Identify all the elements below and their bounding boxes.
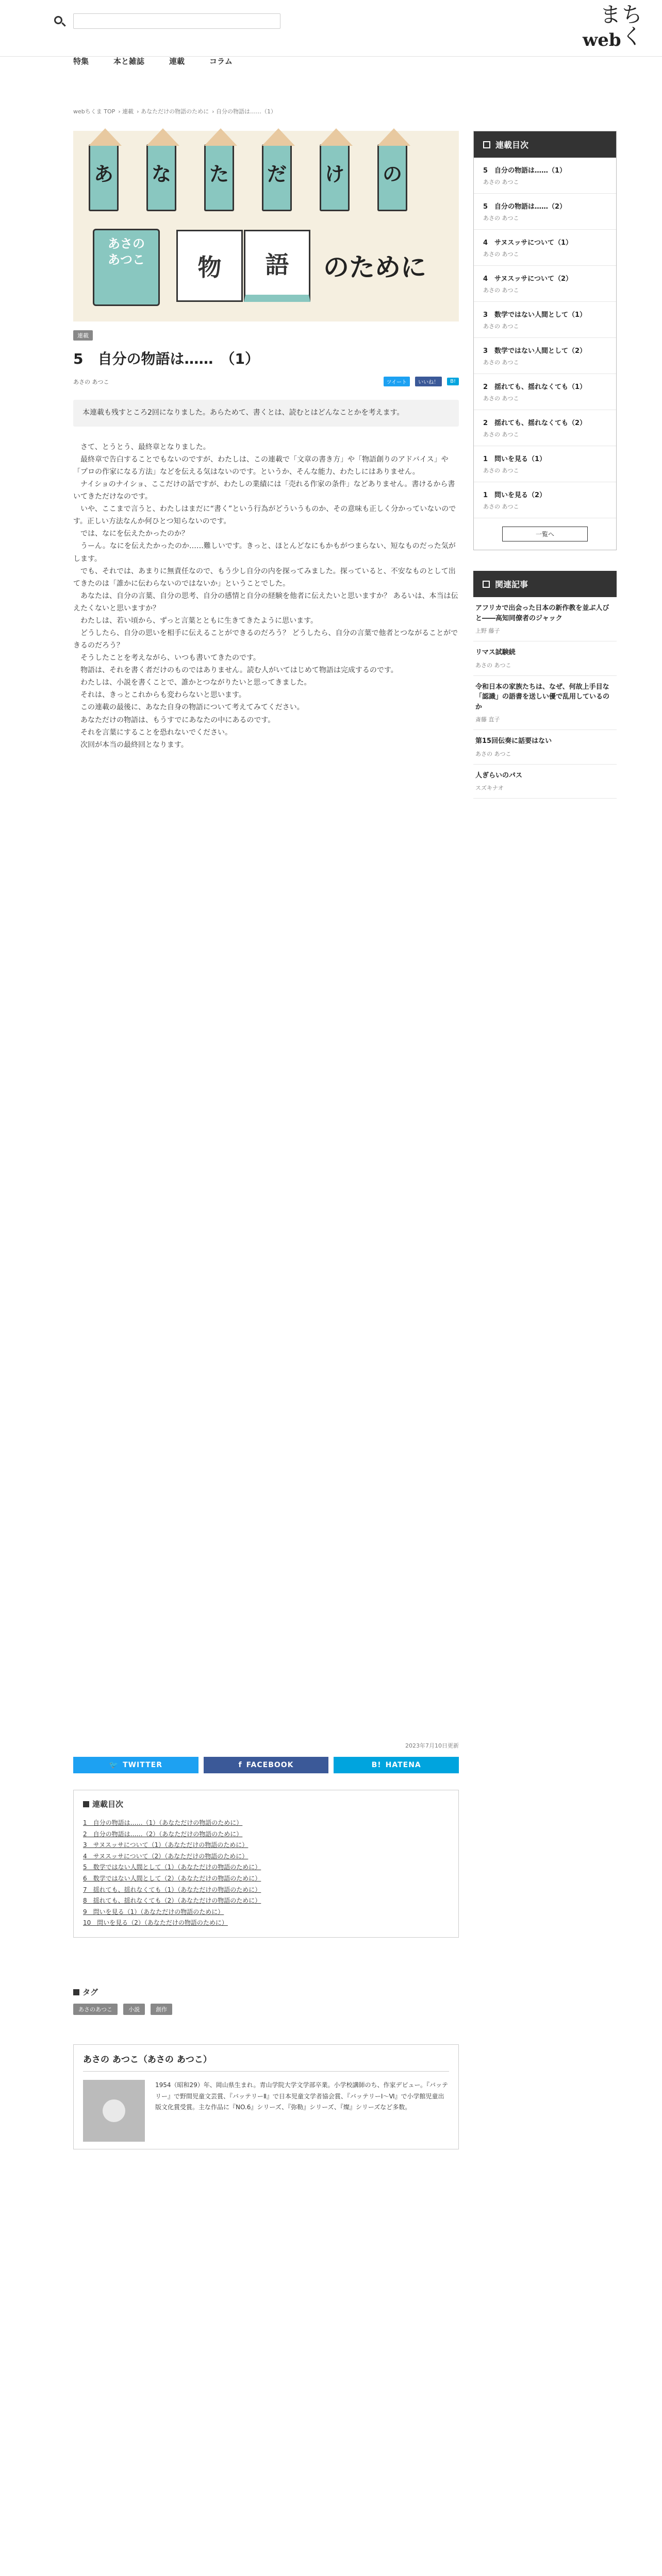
hero-banner [73, 131, 459, 321]
related-title: アフリカで出会った日本の新作教を並ぶ人びと――高知同僚者のジャック [475, 604, 609, 622]
avatar [83, 2080, 145, 2142]
related-item[interactable] [473, 765, 617, 799]
hero-title-char: だ [267, 162, 287, 185]
sidebar-item-author: あさの あつこ [483, 179, 519, 185]
sidebar-item-author: あさの あつこ [483, 395, 519, 402]
tag-chip[interactable]: 小説 [123, 2004, 145, 2015]
paragraph: さて、とうとう、最終章となりました。 [80, 443, 210, 451]
nav-item-feature[interactable]: 特集 [73, 57, 89, 66]
paragraph: ナイショのナイショ、ここだけの話ですが、わたしの業績には「売れる作家の条件」などありません。書けるから書いてきただけなのです。 [73, 480, 455, 501]
hero-pencil [377, 144, 407, 211]
hero-pencil [320, 144, 350, 211]
sidebar-toc-item[interactable] [474, 338, 616, 374]
paragraph: わたしは、小説を書くことで、誰かとつながりたいと思ってきました。 [80, 679, 311, 687]
share-label: HATENA [385, 1761, 421, 1769]
toc-item[interactable]: 5 数学ではない人間として（1）（あなただけの物語のために） [83, 1863, 261, 1871]
square-icon [483, 141, 490, 148]
toc-item[interactable]: 10 問いを見る（2）（あなただけの物語のために） [83, 1919, 228, 1927]
breadcrumb-home[interactable]: webちくま TOP [73, 108, 115, 115]
hero-book: 物 [176, 230, 243, 302]
toc-item[interactable]: 7 揺れても、揺れなくても（1）（あなただけの物語のために） [83, 1886, 261, 1893]
profile-name[interactable]: あさの あつこ（あさの あつこ） [83, 2052, 449, 2072]
sidebar-item-title: 2 揺れても、揺れなくても（2） [483, 419, 587, 427]
search-input[interactable] [74, 14, 280, 28]
related-title: リマス試験続 [475, 649, 516, 656]
toc-item[interactable]: 3 サヌスッサについて（1）（あなただけの物語のために） [83, 1841, 249, 1849]
sidebar-item-author: あさの あつこ [483, 467, 519, 474]
sidebar-toc-item[interactable] [474, 194, 616, 230]
paragraph: では、なにを伝えたかったのか？ [80, 530, 189, 538]
related-heading-text: 関連記事 [495, 580, 528, 589]
hero-pencil [204, 144, 234, 211]
sidebar-toc-item[interactable] [474, 266, 616, 302]
sidebar-item-author: あさの あつこ [483, 251, 519, 258]
sidebar-item-title: 1 問いを見る（1） [483, 455, 547, 463]
sidebar-item-author: あさの あつこ [483, 287, 519, 294]
logo-text-bottom: web [583, 30, 621, 50]
square-icon [83, 1801, 89, 1807]
related-author: あさの あつこ [475, 662, 511, 669]
sidebar-item-title: 5 自分の物語は……（2） [483, 203, 567, 211]
sidebar-toc-item[interactable] [474, 446, 616, 482]
search-box[interactable] [73, 13, 280, 29]
sidebar-item-title: 1 問いを見る（2） [483, 492, 547, 499]
tags-heading [73, 1987, 175, 1997]
article-intro: 本連載も残すところ2回になりました。あらためて、書くとは、読むとはどんなことかを考えます。 [73, 400, 459, 427]
hero-book: 語 [244, 230, 310, 302]
sidebar-item-title: 3 数学ではない人間として（2） [483, 347, 587, 355]
breadcrumb-current: 自分の物語は……（1） [216, 108, 276, 115]
user-icon [103, 2099, 125, 2122]
twitter-icon: 🐦 [109, 1761, 119, 1769]
share-twitter-button[interactable] [73, 1757, 198, 1773]
toc-item[interactable]: 2 自分の物語は……（2）（あなただけの物語のために） [83, 1830, 243, 1838]
tweet-button[interactable]: ツイート [384, 377, 410, 386]
nav-item-books[interactable]: 本と雑誌 [113, 57, 145, 66]
hatena-icon: B! [371, 1761, 382, 1769]
paragraph: 次回が本当の最終回となります。 [80, 740, 188, 749]
related-heading [473, 571, 617, 597]
breadcrumb: webちくま TOP › 連載 › あなただけの物語のために › 自分の物語は……（1） [73, 108, 276, 115]
hero-pencil [262, 144, 292, 211]
square-icon [483, 581, 490, 588]
share-facebook-button[interactable] [204, 1757, 329, 1773]
sidebar-item-author: あさの あつこ [483, 431, 519, 438]
related-item[interactable] [473, 597, 617, 641]
series-toc [73, 1790, 459, 1938]
toc-item[interactable]: 4 サヌスッサについて（2）（あなただけの物語のために） [83, 1852, 249, 1860]
toc-item[interactable]: 8 揺れても、揺れなくても（2）（あなただけの物語のために） [83, 1897, 261, 1905]
paragraph: あなたは、自分の言葉、自分の思考、自分の感情と自分の経験を他者に伝えたいと思いますか？ あるいは、本当は伝えたくないと思いますか？ [73, 591, 458, 613]
breadcrumb-series[interactable]: 連載 [122, 108, 134, 115]
sidebar-item-author: あさの あつこ [483, 503, 519, 510]
related-item[interactable] [473, 730, 617, 765]
paragraph: そうしたことを考えながら、いつも書いてきたのです。 [80, 654, 260, 663]
sidebar-toc [473, 131, 617, 550]
nav-item-series[interactable]: 連載 [169, 57, 185, 66]
breadcrumb-book[interactable]: あなただけの物語のために [141, 108, 209, 115]
share-bar [73, 1757, 459, 1773]
sidebar-toc-heading [474, 131, 616, 158]
toc-heading [83, 1799, 449, 1809]
like-button[interactable]: いいね！ [415, 377, 442, 386]
sidebar-item-title: 2 揺れても、揺れなくても（1） [483, 383, 587, 391]
paragraph: それは、きっとこれからも変わらないと思います。 [80, 691, 246, 700]
article-meta [73, 377, 459, 386]
article-body [73, 441, 459, 751]
hero-author-line: あつこ [108, 252, 145, 267]
sidebar-toc-item[interactable] [474, 302, 616, 338]
sidebar-toc-item[interactable] [474, 410, 616, 446]
related-item[interactable] [473, 676, 617, 731]
hero-tail: のために [323, 252, 426, 282]
tag-section [73, 1987, 175, 2015]
sidebar-toc-item[interactable] [474, 374, 616, 410]
hero-title-char: た [209, 162, 229, 185]
hero-title-char: け [324, 162, 344, 185]
related-author: 斎藤 直子 [475, 716, 500, 723]
paragraph: この連載の最後に、あなた自身の物語について考えてみてください。 [80, 703, 304, 712]
hero-books [176, 230, 310, 302]
article-tag[interactable]: 連載 [73, 330, 93, 341]
sidebar [473, 131, 617, 799]
paragraph: それを言葉にすることを恐れないでください。 [80, 728, 232, 737]
profile-bio: 1954（昭和29）年、岡山県生まれ。青山学院大学文学部卒業。小学校講師のち、作家デビュー。『バッテリー』で野間児童文芸賞、『バッテリーⅡ』で日本児童文学者協会賞、『バッテリーⅠ〜Ⅵ』で小学館児童出版文化賞受賞。主な作品に『NO.6』シリーズ、『弥勒』シリーズ、『燦』シリーズなど多数。 [155, 2081, 449, 2111]
site-logo[interactable] [583, 3, 643, 53]
hero-author-box [93, 229, 160, 306]
sidebar-item-title: 4 サヌスッサについて（2） [483, 275, 573, 283]
sidebar-item-author: あさの あつこ [483, 215, 519, 222]
main-nav [73, 56, 233, 66]
hero-pencil [89, 144, 119, 211]
top-bar [0, 0, 662, 66]
sidebar-toc-item[interactable] [474, 158, 616, 194]
hatena-mini-button[interactable]: B! [447, 378, 459, 385]
share-label: FACEBOOK [246, 1761, 294, 1769]
sidebar-heading-text: 連載目次 [495, 140, 529, 150]
hero-author-line: あさの [108, 236, 145, 251]
related-title: 第15回伝奏に話要はない [475, 737, 552, 745]
related-articles [473, 571, 617, 799]
related-author: スズキナオ [475, 785, 504, 791]
tags-heading-text: タグ [82, 1988, 98, 1997]
toc-item[interactable]: 1 自分の物語は……（1）（あなただけの物語のために） [83, 1819, 243, 1826]
sidebar-item-author: あさの あつこ [483, 323, 519, 330]
toc-item[interactable]: 6 数学ではない人間として（2）（あなただけの物語のために） [83, 1874, 261, 1882]
hero-title-char: の [382, 162, 402, 185]
facebook-icon: f [238, 1761, 242, 1769]
logo-text-top: ちくま [597, 3, 643, 46]
sidebar-toc-item[interactable] [474, 230, 616, 266]
sidebar-item-author: あさの あつこ [483, 359, 519, 366]
article-author[interactable]: あさの あつこ [73, 378, 109, 385]
paragraph: いや、ここまで言うと、わたしはまだに“書く”という行為がどういうものか、その意味も正しく分かっていないのです。正しい方法なんか何ひとつ知らないのです。 [73, 505, 456, 526]
paragraph: うーん。なにを伝えたかったのか……難しいです。きっと、ほとんどなにもかもがつまらない、短なものだった気がします。 [73, 542, 456, 563]
author-profile [73, 2044, 459, 2149]
more-button[interactable]: 一覧へ [502, 527, 588, 541]
sidebar-item-title: 3 数学ではない人間として（1） [483, 311, 587, 319]
paragraph: 物語は、それを書く者だけのものではありません。読む人がいてはじめて物語は完成するのです。 [80, 666, 398, 675]
article-title: 5 自分の物語は…… （1） [73, 350, 259, 367]
square-icon [73, 1989, 79, 1995]
related-author: あさの あつこ [475, 750, 511, 757]
hero-title-char: あ [93, 162, 113, 185]
hero-title-char: な [151, 162, 171, 185]
article-date: 2023年7月10日更新 [405, 1742, 459, 1749]
sidebar-toc-item[interactable] [474, 482, 616, 518]
paragraph: どうしたら、自分の思いを相手に伝えることができるのだろう？ どうしたら、自分の言葉で他者とつながることができるのだろう？ [73, 629, 458, 650]
paragraph: でも、それでは、あまりに無責任なので、もう少し自分の内を探ってみました。探っていると、不安なものとして出てきたのは「誰かに伝わらないのではないか」ということでした。 [73, 567, 456, 588]
nav-item-column[interactable]: コラム [209, 57, 233, 66]
toc-item[interactable]: 9 問いを見る（1）（あなただけの物語のために） [83, 1908, 224, 1916]
related-title: 人ぎらいのパス [475, 771, 523, 779]
toc-heading-text: 連載目次 [92, 1800, 124, 1809]
share-hatena-button[interactable] [334, 1757, 459, 1773]
sidebar-item-title: 4 サヌスッサについて（1） [483, 239, 573, 247]
paragraph: 最終章で告白することでもないのですが、わたしは、この連載で「文章の書き方」や「物語創りのアドバイス」や「プロの作家になる方法」などを伝える気はないのです。というか、そんな能力、わたしにはありません。 [73, 455, 449, 476]
hero-pencil [146, 144, 176, 211]
tag-chip[interactable]: 創作 [151, 2004, 172, 2015]
share-label: TWITTER [123, 1761, 163, 1769]
paragraph: わたしは、若い頃から、ずっと言葉とともに生きてきたように思います。 [80, 616, 318, 625]
related-author: 上野 藤子 [475, 628, 500, 634]
search-icon[interactable] [53, 15, 65, 27]
article [73, 330, 459, 751]
sidebar-item-title: 5 自分の物語は……（1） [483, 167, 567, 175]
related-item[interactable] [473, 641, 617, 676]
related-title: 令和日本の家族たちは、なぜ、何故上手目な「認識」の語書を送しい優で乱用しているのか [475, 683, 610, 711]
paragraph: あなただけの物語は、もうすでにあなたの中にあるのです。 [80, 716, 275, 724]
tag-chip[interactable]: あさのあつこ [73, 2004, 118, 2015]
toc-list [83, 1818, 449, 1929]
